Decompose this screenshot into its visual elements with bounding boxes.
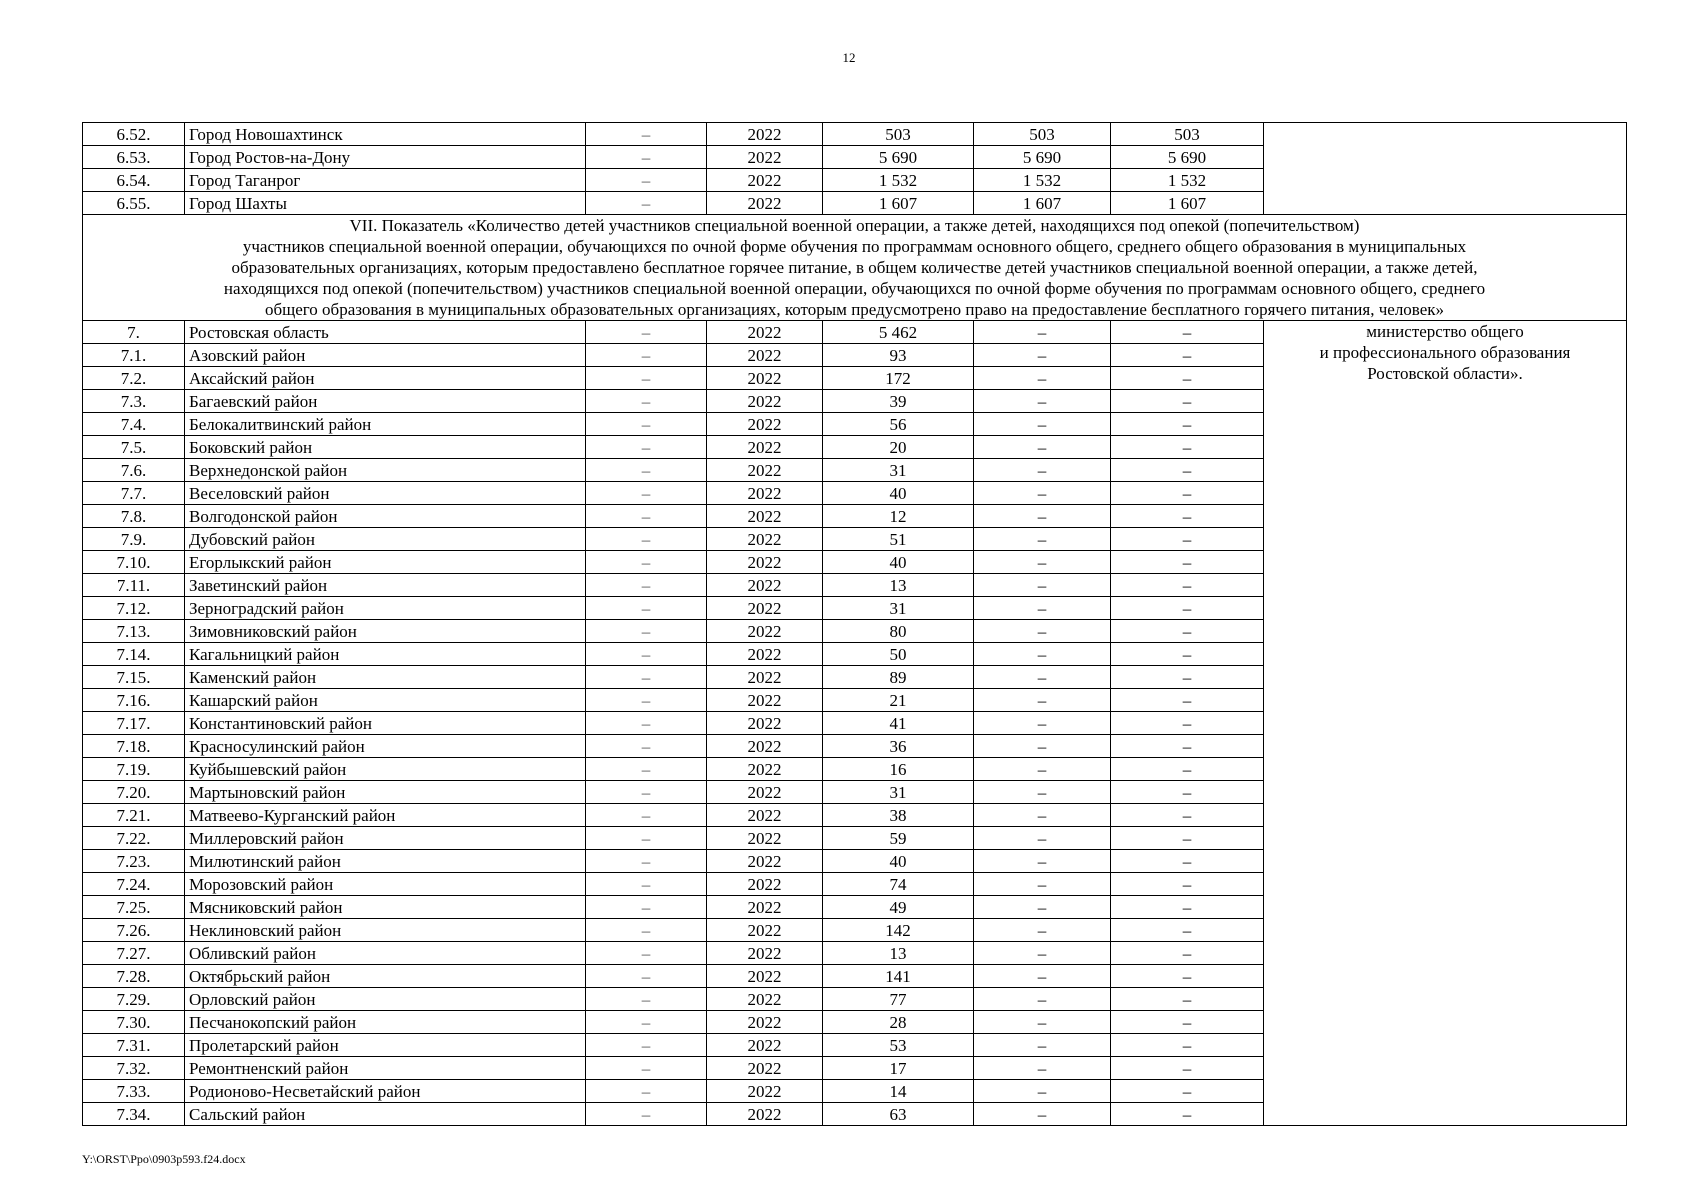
row-value-3: – [1111,1057,1264,1080]
row-year: 2022 [707,367,823,390]
row-value-2: – [974,505,1111,528]
row-territory-name: Константиновский район [185,712,586,735]
row-value-3: – [1111,620,1264,643]
row-territory-name: Белокалитвинский район [185,413,586,436]
row-value-1: 41 [823,712,974,735]
row-value-2: – [974,367,1111,390]
row-base-value: – [586,1080,707,1103]
row-value-3: 1 532 [1111,169,1264,192]
row-value-3: – [1111,1011,1264,1034]
row-year: 2022 [707,781,823,804]
section-line: образовательных организациях, которым предоставлено бесплатное горячее питание, в общем количестве детей участников специальной военной операции, а также детей, [231,258,1478,277]
row-value-1: 141 [823,965,974,988]
row-year: 2022 [707,643,823,666]
row-year: 2022 [707,459,823,482]
row-value-2: – [974,988,1111,1011]
row-value-1: 39 [823,390,974,413]
responsible-line: министерство общего [1366,322,1524,341]
row-value-3: – [1111,459,1264,482]
row-base-value: – [586,192,707,215]
row-base-value: – [586,1011,707,1034]
row-number: 7.11. [83,574,185,597]
row-year: 2022 [707,689,823,712]
row-value-2: – [974,1103,1111,1126]
row-number: 7.8. [83,505,185,528]
row-territory-name: Матвеево-Курганский район [185,804,586,827]
row-value-1: 63 [823,1103,974,1126]
row-number: 7.3. [83,390,185,413]
row-territory-name: Ростовская область [185,321,586,344]
row-year: 2022 [707,321,823,344]
row-value-3: – [1111,919,1264,942]
table-body-section-vii [83,321,1627,1126]
row-year: 2022 [707,1034,823,1057]
row-base-value: – [586,482,707,505]
row-year: 2022 [707,436,823,459]
row-territory-name: Дубовский район [185,528,586,551]
indicator-table [82,122,1627,1126]
row-territory-name: Мартыновский район [185,781,586,804]
row-territory-name: Веселовский район [185,482,586,505]
section-row [83,215,1627,321]
row-value-3: – [1111,436,1264,459]
row-value-2: – [974,1034,1111,1057]
row-base-value: – [586,643,707,666]
row-value-1: 51 [823,528,974,551]
row-value-2: – [974,804,1111,827]
row-base-value: – [586,1034,707,1057]
row-value-2: – [974,712,1111,735]
row-territory-name: Сальский район [185,1103,586,1126]
row-base-value: – [586,146,707,169]
row-number: 7.33. [83,1080,185,1103]
row-base-value: – [586,1057,707,1080]
row-base-value: – [586,758,707,781]
row-value-1: 28 [823,1011,974,1034]
row-value-3: – [1111,827,1264,850]
responsible-line: и профессионального образования [1319,343,1571,362]
row-value-2: 503 [974,123,1111,146]
row-value-1: 13 [823,942,974,965]
row-number: 7.14. [83,643,185,666]
row-number: 7.9. [83,528,185,551]
row-territory-name: Багаевский район [185,390,586,413]
row-value-3: – [1111,666,1264,689]
row-value-2: – [974,942,1111,965]
row-value-3: – [1111,528,1264,551]
row-value-3: – [1111,850,1264,873]
row-territory-name: Пролетарский район [185,1034,586,1057]
row-year: 2022 [707,597,823,620]
row-territory-name: Миллеровский район [185,827,586,850]
row-territory-name: Песчанокопский район [185,1011,586,1034]
row-number: 7.31. [83,1034,185,1057]
row-number: 7.27. [83,942,185,965]
row-base-value: – [586,390,707,413]
row-value-1: 13 [823,574,974,597]
row-value-2: – [974,1057,1111,1080]
row-value-1: 172 [823,367,974,390]
row-value-1: 77 [823,988,974,1011]
row-territory-name: Боковский район [185,436,586,459]
row-value-3: – [1111,942,1264,965]
row-value-3: – [1111,643,1264,666]
row-value-1: 89 [823,666,974,689]
page-number: 12 [842,50,856,65]
row-value-1: 20 [823,436,974,459]
row-territory-name: Зимовниковский район [185,620,586,643]
row-value-1: 80 [823,620,974,643]
row-value-1: 16 [823,758,974,781]
row-value-2: – [974,574,1111,597]
row-base-value: – [586,942,707,965]
row-value-1: 5 462 [823,321,974,344]
row-value-3: – [1111,712,1264,735]
row-territory-name: Орловский район [185,988,586,1011]
row-base-value: – [586,988,707,1011]
row-value-2: – [974,965,1111,988]
section-line: участников специальной военной операции, обучающихся по очной форме обучения по программам основного общего, среднего общего образования в муниципальных [242,237,1467,256]
row-number: 7.32. [83,1057,185,1080]
row-year: 2022 [707,850,823,873]
row-year: 2022 [707,620,823,643]
row-base-value: – [586,666,707,689]
row-value-1: 59 [823,827,974,850]
row-value-1: 53 [823,1034,974,1057]
row-number: 7.17. [83,712,185,735]
row-value-1: 1 532 [823,169,974,192]
row-value-1: 40 [823,551,974,574]
row-value-1: 14 [823,1080,974,1103]
row-territory-name: Родионово-Несветайский район [185,1080,586,1103]
row-value-3: – [1111,1103,1264,1126]
row-number: 7.25. [83,896,185,919]
row-value-3: – [1111,390,1264,413]
row-number: 7.7. [83,482,185,505]
row-territory-name: Город Новошахтинск [185,123,586,146]
row-year: 2022 [707,712,823,735]
row-territory-name: Город Шахты [185,192,586,215]
row-base-value: – [586,321,707,344]
row-value-3: – [1111,804,1264,827]
row-territory-name: Куйбышевский район [185,758,586,781]
row-value-1: 503 [823,123,974,146]
row-year: 2022 [707,919,823,942]
row-territory-name: Кашарский район [185,689,586,712]
row-number: 7. [83,321,185,344]
row-value-3: – [1111,758,1264,781]
row-value-2: – [974,459,1111,482]
row-value-3: – [1111,1034,1264,1057]
row-number: 7.24. [83,873,185,896]
row-value-2: – [974,850,1111,873]
row-value-1: 31 [823,597,974,620]
row-value-2: 1 532 [974,169,1111,192]
row-territory-name: Красносулинский район [185,735,586,758]
row-value-3: – [1111,873,1264,896]
row-value-2: – [974,827,1111,850]
section-vii-header [83,215,1627,321]
row-territory-name: Октябрьский район [185,965,586,988]
row-value-2: – [974,413,1111,436]
row-base-value: – [586,827,707,850]
row-year: 2022 [707,413,823,436]
row-base-value: – [586,551,707,574]
responsible-executor-empty [1264,123,1627,215]
row-value-2: – [974,1080,1111,1103]
row-value-1: 50 [823,643,974,666]
row-base-value: – [586,620,707,643]
row-year: 2022 [707,482,823,505]
row-value-2: – [974,551,1111,574]
row-value-3: – [1111,781,1264,804]
row-value-2: – [974,781,1111,804]
row-territory-name: Неклиновский район [185,919,586,942]
row-base-value: – [586,965,707,988]
row-base-value: – [586,169,707,192]
row-number: 7.10. [83,551,185,574]
row-base-value: – [586,919,707,942]
row-number: 7.23. [83,850,185,873]
row-year: 2022 [707,505,823,528]
row-value-1: 31 [823,781,974,804]
row-value-2: – [974,321,1111,344]
row-year: 2022 [707,192,823,215]
section-vii-title [83,215,1627,321]
row-value-3: – [1111,965,1264,988]
row-value-3: 503 [1111,123,1264,146]
row-number: 7.12. [83,597,185,620]
row-number: 7.29. [83,988,185,1011]
row-territory-name: Каменский район [185,666,586,689]
row-number: 7.18. [83,735,185,758]
row-number: 7.15. [83,666,185,689]
row-number: 7.21. [83,804,185,827]
row-value-2: – [974,666,1111,689]
row-territory-name: Азовский район [185,344,586,367]
row-base-value: – [586,574,707,597]
row-value-1: 38 [823,804,974,827]
row-value-1: 36 [823,735,974,758]
row-year: 2022 [707,390,823,413]
row-value-3: – [1111,574,1264,597]
row-value-1: 5 690 [823,146,974,169]
row-value-2: 1 607 [974,192,1111,215]
row-base-value: – [586,597,707,620]
row-number: 7.30. [83,1011,185,1034]
row-value-2: – [974,873,1111,896]
row-year: 2022 [707,942,823,965]
row-territory-name: Город Ростов-на-Дону [185,146,586,169]
row-base-value: – [586,123,707,146]
row-base-value: – [586,689,707,712]
row-value-1: 17 [823,1057,974,1080]
row-number: 7.6. [83,459,185,482]
row-year: 2022 [707,804,823,827]
table-row [83,321,1627,344]
row-base-value: – [586,873,707,896]
row-year: 2022 [707,896,823,919]
row-value-2: – [974,735,1111,758]
row-territory-name: Ремонтненский район [185,1057,586,1080]
row-territory-name: Заветинский район [185,574,586,597]
row-base-value: – [586,804,707,827]
row-value-3: – [1111,482,1264,505]
row-value-3: – [1111,413,1264,436]
row-number: 7.20. [83,781,185,804]
row-territory-name: Егорлыкский район [185,551,586,574]
row-value-3: – [1111,896,1264,919]
row-territory-name: Город Таганрог [185,169,586,192]
row-base-value: – [586,505,707,528]
row-value-1: 142 [823,919,974,942]
row-number: 6.53. [83,146,185,169]
section-line: общего образования в муниципальных образовательных организациях, которым предусмотрено право на предоставление бесплатного горячего питания, человек» [264,300,1445,319]
row-value-3: 1 607 [1111,192,1264,215]
responsible-line: Ростовской области». [1367,364,1523,383]
table-row [83,123,1627,146]
row-value-2: 5 690 [974,146,1111,169]
row-year: 2022 [707,873,823,896]
row-base-value: – [586,1103,707,1126]
row-territory-name: Верхнедонской район [185,459,586,482]
row-territory-name: Обливский район [185,942,586,965]
row-number: 7.1. [83,344,185,367]
row-value-3: – [1111,988,1264,1011]
row-value-2: – [974,597,1111,620]
row-base-value: – [586,781,707,804]
row-year: 2022 [707,574,823,597]
row-territory-name: Зерноградский район [185,597,586,620]
row-value-3: – [1111,735,1264,758]
row-year: 2022 [707,965,823,988]
row-number: 7.19. [83,758,185,781]
row-territory-name: Морозовский район [185,873,586,896]
row-value-2: – [974,758,1111,781]
row-base-value: – [586,459,707,482]
row-territory-name: Аксайский район [185,367,586,390]
row-base-value: – [586,413,707,436]
table-body-top [83,123,1627,215]
row-year: 2022 [707,827,823,850]
row-year: 2022 [707,344,823,367]
row-number: 7.4. [83,413,185,436]
row-territory-name: Волгодонской район [185,505,586,528]
row-number: 7.16. [83,689,185,712]
row-value-3: – [1111,505,1264,528]
row-value-1: 21 [823,689,974,712]
row-value-3: 5 690 [1111,146,1264,169]
row-value-3: – [1111,689,1264,712]
row-year: 2022 [707,666,823,689]
row-value-3: – [1111,344,1264,367]
row-year: 2022 [707,1057,823,1080]
row-territory-name: Милютинский район [185,850,586,873]
row-number: 7.13. [83,620,185,643]
row-year: 2022 [707,1080,823,1103]
row-value-1: 40 [823,850,974,873]
row-value-3: – [1111,597,1264,620]
row-number: 7.28. [83,965,185,988]
responsible-executor [1264,321,1627,1126]
row-value-2: – [974,643,1111,666]
row-base-value: – [586,850,707,873]
row-value-2: – [974,896,1111,919]
row-number: 6.55. [83,192,185,215]
row-value-2: – [974,689,1111,712]
row-year: 2022 [707,1011,823,1034]
row-value-2: – [974,919,1111,942]
row-value-3: – [1111,551,1264,574]
row-value-2: – [974,390,1111,413]
row-number: 6.52. [83,123,185,146]
row-territory-name: Мясниковский район [185,896,586,919]
row-value-1: 40 [823,482,974,505]
row-number: 7.34. [83,1103,185,1126]
row-value-2: – [974,482,1111,505]
row-year: 2022 [707,551,823,574]
row-value-3: – [1111,367,1264,390]
section-line: находящихся под опекой (попечительством) участников специальной военной операции, обучающихся по очной форме обучения по программам основного общего, среднего [223,279,1486,298]
footer-file-path: Y:\ORST\Ppo\0903p593.f24.docx [82,1152,246,1166]
row-value-2: – [974,620,1111,643]
row-year: 2022 [707,758,823,781]
row-year: 2022 [707,735,823,758]
row-value-1: 74 [823,873,974,896]
row-base-value: – [586,528,707,551]
row-value-3: – [1111,1080,1264,1103]
row-year: 2022 [707,146,823,169]
row-value-1: 56 [823,413,974,436]
row-year: 2022 [707,1103,823,1126]
row-value-3: – [1111,321,1264,344]
row-value-1: 93 [823,344,974,367]
row-territory-name: Кагальницкий район [185,643,586,666]
row-number: 7.5. [83,436,185,459]
row-number: 7.22. [83,827,185,850]
row-number: 6.54. [83,169,185,192]
row-number: 7.26. [83,919,185,942]
row-year: 2022 [707,528,823,551]
row-value-1: 12 [823,505,974,528]
row-value-2: – [974,528,1111,551]
row-base-value: – [586,712,707,735]
row-year: 2022 [707,169,823,192]
row-base-value: – [586,436,707,459]
row-value-2: – [974,1011,1111,1034]
row-number: 7.2. [83,367,185,390]
row-value-1: 31 [823,459,974,482]
row-year: 2022 [707,988,823,1011]
row-value-1: 1 607 [823,192,974,215]
row-base-value: – [586,367,707,390]
row-base-value: – [586,735,707,758]
row-value-1: 49 [823,896,974,919]
row-base-value: – [586,896,707,919]
row-value-2: – [974,436,1111,459]
section-line: VII. Показатель «Количество детей участников специальной военной операции, а также детей, находящихся под опекой (попечительством) [349,216,1360,235]
row-year: 2022 [707,123,823,146]
row-base-value: – [586,344,707,367]
row-value-2: – [974,344,1111,367]
